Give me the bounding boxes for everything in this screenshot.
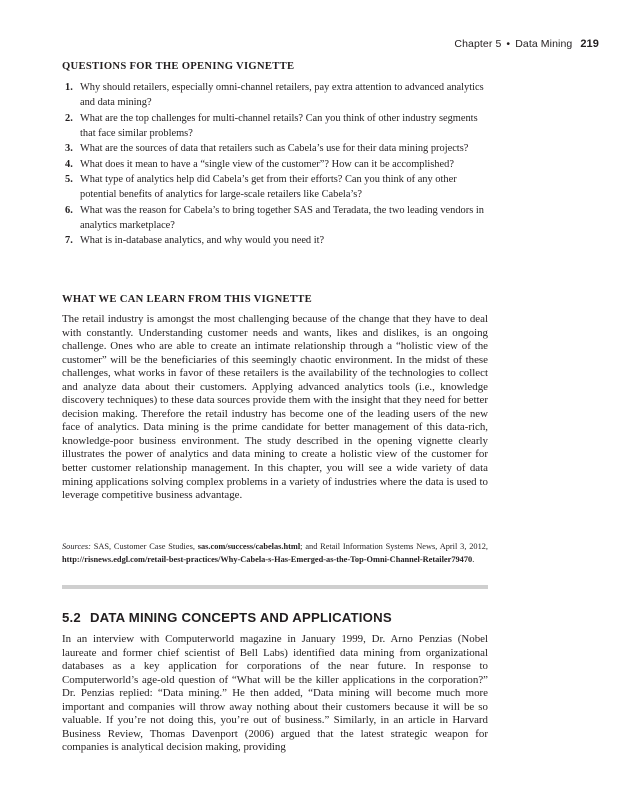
page-number: 219 [580,38,599,50]
question-item [62,233,492,248]
question-text: Why should retailers, especially omni-channel retailers, pay extra attention to advanced analytics and data mining? [80,82,484,108]
chapter-label: Chapter 5 [454,38,502,50]
chapter-title: Data Mining [515,38,573,50]
running-head [454,38,599,50]
question-text: What does it mean to have a “single view of the customer”? How can it be accomplished? [80,158,454,170]
learn-paragraph: The retail industry is amongst the most challenging because of the change that they have to deal with constantly. Understanding customer needs and wants, likes and dislikes, is an ongoing challenge. Ones who are able to create an intimate relationship through a “holistic view of the customer” will be the beneficiaries of this seemingly chaotic environment. In the midst of these challenges, what works in favor of these retailers is the availability of the technologies to collect and analyze data about their customers. Applying advanced analytics tools (i.e., knowledge discovery techniques) to these data sources provide them with the insight that they need for better decision making. Therefore the retail industry has become one of the leading users of the new face of analytics. Data mining is the prime candidate for better management of this data-rich, knowledge-poor business environment. The study described in the opening vignette clearly illustrates the power of analytics and data mining to create a holistic view of the customer for better customer relationship management. In this chapter, you will see a wide variety of data mining applications solving complex problems in a variety of industries where the data is used to leverage competitive business advantage. [62,313,488,502]
section-title: DATA MINING CONCEPTS AND APPLICATIONS [89,610,392,625]
question-number: 7. [65,235,73,246]
section-heading [62,610,392,625]
sources-text: ; and Retail Information Systems News, April 3, 2012, [300,542,488,551]
section-number: 5.2 [62,610,81,625]
question-item [62,111,492,141]
section-divider [62,585,488,589]
question-item [62,80,492,110]
questions-heading: QUESTIONS FOR THE OPENING VIGNETTE [62,61,295,72]
question-item [62,172,492,202]
question-item [62,157,492,172]
question-number: 3. [65,143,73,154]
sources-text: SAS, Customer Case Studies, [90,542,198,551]
sources-link-risnews[interactable]: http://risnews.edgl.com/retail-best-practices/Why-Cabela-s-Has-Emerged-as-the-Top-Omni-Channel-Retailer79470 [62,554,473,564]
question-number: 6. [65,204,73,216]
question-text: What are the sources of data that retailers such as Cabela’s use for their data mining projects? [80,143,469,154]
question-text: What is in-database analytics, and why would you need it? [80,235,325,246]
question-text: What was the reason for Cabela’s to bring together SAS and Teradata, the two leading vendors in analytics marketplace? [80,204,484,231]
sources-label: Sources: [62,542,91,551]
question-item [62,203,492,233]
sources-text: . [472,554,475,564]
question-number: 5. [65,174,73,185]
question-text: What type of analytics help did Cabela’s get from their efforts? Can you think of any other potential benefits of analytics for large-scale retailers like Cabela’s? [80,174,457,200]
learn-heading: WHAT WE CAN LEARN FROM THIS VIGNETTE [62,294,312,305]
question-number: 4. [65,158,73,170]
question-text: What are the top challenges for multi-channel retails? Can you think of other industry segments that face similar problems? [80,112,478,139]
question-item [62,141,492,156]
questions-list [62,80,492,249]
sources-link-sas[interactable]: sas.com/success/cabelas.html [197,542,301,551]
question-number: 2. [65,112,73,124]
section-paragraph: In an interview with Computerworld magazine in January 1999, Dr. Arno Penzias (Nobel laureate and former chief scientist of Bell Labs) identified data mining from organizational databases as a key application for corporations of the near future. In response to Computerworld’s age-old question of “What will be the killer applications in the corporation?” Dr. Penzias replied: “Data mining.” He then added, “Data mining will become much more important and companies will throw away nothing about their customers because it will be so valuable. If you’re not doing this, you’re out of business.” Similarly, in an article in Harvard Business Review, Thomas Davenport (2006) argued that the latest strategic weapon for companies is analytical decision making, providing [62,633,488,754]
separator-dot: • [506,38,511,50]
sources-note [62,541,488,566]
question-number: 1. [65,82,73,93]
